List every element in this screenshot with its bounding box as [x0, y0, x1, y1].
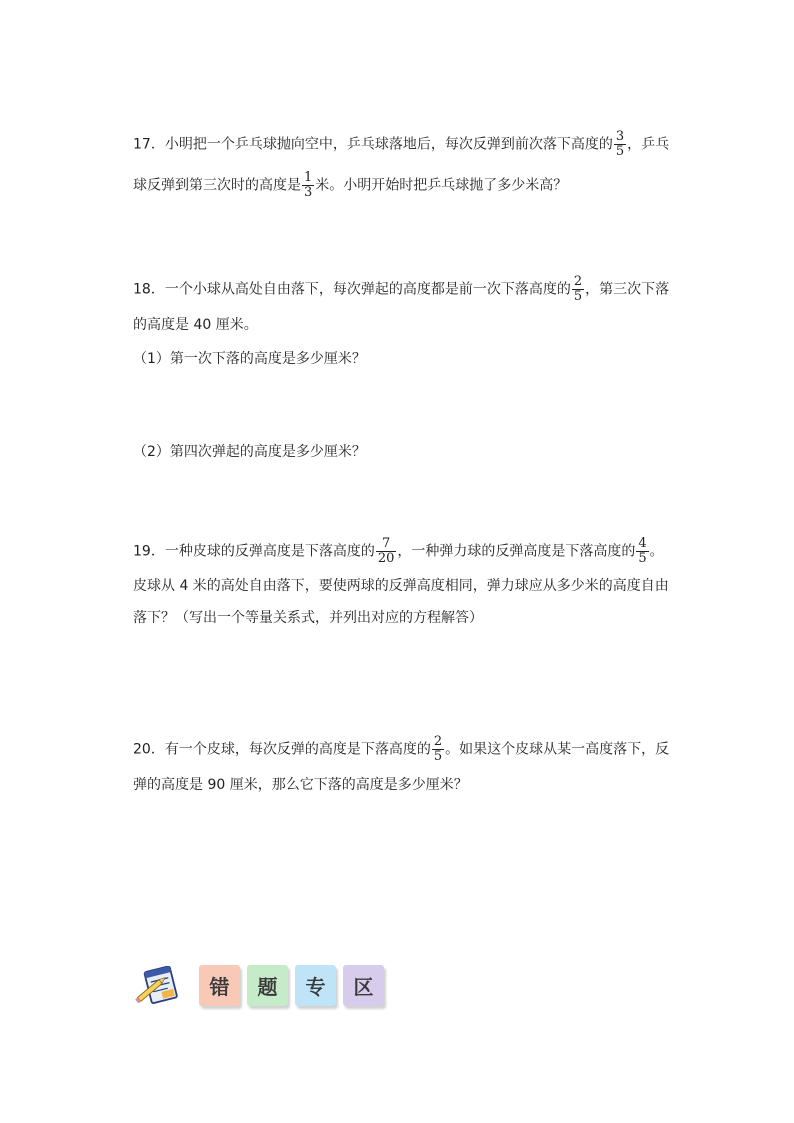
badge-char-3: 专 [295, 965, 336, 1006]
fraction: $\frac{3}{5}$ [615, 129, 625, 159]
q19-line-1: 19．一种皮球的反弹高度是下落高度的 $\frac{7}{20}$ ，一种弹力球的反弹高度是下落高度的 $\frac{4}{5}$ 。 [133, 536, 664, 566]
q20-line-2: 弹的高度是 90 厘米，那么它下落的高度是多少厘米？ [133, 777, 468, 793]
notebook-pencil-icon [134, 966, 182, 1008]
fraction: $\frac{2}{5}$ [573, 274, 583, 304]
fraction: $\frac{7}{20}$ [377, 536, 395, 566]
badge-char-4: 区 [343, 965, 384, 1006]
badge-char-1: 错 [199, 965, 240, 1006]
fraction: $\frac{2}{5}$ [433, 734, 443, 764]
q18-line-1: 18．一个小球从高处自由落下，每次弹起的高度都是前一次下落高度的 $\frac{2}{5}$ ，第三次下落 [133, 274, 670, 304]
q18-subquestion-2: （2）第四次弹起的高度是多少厘米？ [133, 444, 366, 460]
fraction: $\frac{1}{3}$ [304, 170, 313, 200]
fraction: $\frac{4}{5}$ [638, 536, 647, 566]
q18-subquestion-1: （1）第一次下落的高度是多少厘米？ [133, 351, 366, 367]
q19-line-3: 落下？（写出一个等量关系式，并列出对应的方程解答） [133, 610, 483, 626]
q17-line-2: 球反弹到第三次时的高度是 $\frac{1}{3}$ 米。小明开始时把乒乓球抛了多少米高？ [133, 170, 568, 200]
q20-line-1: 20．有一个皮球，每次反弹的高度是下落高度的 $\frac{2}{5}$ 。如果这个皮球从某一高度落下，反 [133, 734, 670, 764]
wrong-question-section-header [134, 962, 394, 1012]
badge-char-2: 题 [247, 965, 288, 1006]
q18-line-2: 的高度是 40 厘米。 [133, 317, 258, 333]
q19-line-2: 皮球从 4 米的高处自由落下，要使两球的反弹高度相同，弹力球应从多少米的高度自由 [133, 578, 669, 594]
q17-line-1: 17．小明把一个乒乓球抛向空中，乒乓球落地后，每次反弹到前次落下高度的 $\frac{3}{5}$ ，乒乓 [133, 129, 670, 159]
